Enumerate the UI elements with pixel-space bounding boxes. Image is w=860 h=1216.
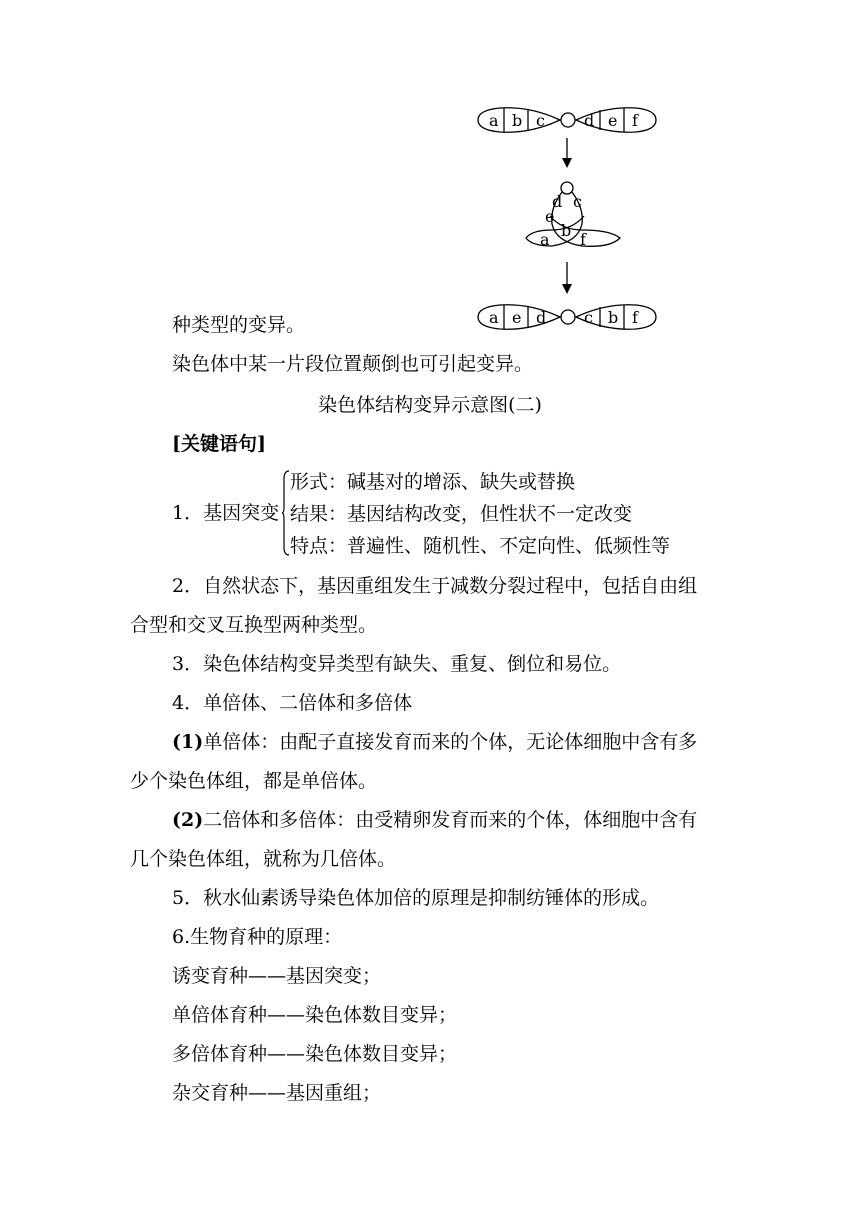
item-1-result: 结果：基因结构改变，但性状不一定改变 [290,503,633,525]
bottom-gene-b: b [608,308,619,327]
bottom-gene-a: a [489,308,499,327]
paragraph-line: 4．单倍体、二倍体和多倍体 [172,692,413,714]
top-gene-e: e [608,111,618,130]
paragraph-line: 诱变育种——基因突变； [172,965,382,987]
arrow-down-icon [562,262,572,294]
top-gene-a: a [489,111,499,130]
paragraph-line: 3．染色体结构变异类型有缺失、重复、倒位和易位。 [172,653,622,675]
subitem-text: 二倍体和多倍体：由受精卵发育而来的个体，体细胞中含有 [203,809,698,831]
section-heading: [关键语句] [172,433,266,455]
item-1-label: 1．基因突变 [172,502,280,524]
loop-gene-a: a [540,230,550,249]
bottom-gene-f: f [632,308,638,327]
paragraph-line: 6.生物育种的原理： [172,926,343,948]
loop-gene-c: c [573,192,582,211]
bottom-gene-d: d [536,308,547,327]
bottom-gene-e: e [512,308,522,327]
loop-gene-b: b [561,221,572,240]
paragraph-line: 种类型的变异。 [172,314,306,336]
paragraph-line: 杂交育种——基因重组； [172,1082,382,1104]
loop-gene-e: e [545,207,555,226]
figure-caption: 染色体结构变异示意图(二) [318,394,542,416]
paragraph-line: 单倍体育种——染色体数目变异； [172,1004,458,1026]
paragraph-line [172,808,697,832]
subitem-number: (1) [172,731,204,753]
paragraph-line: 多倍体育种——染色体数目变异； [172,1043,458,1065]
top-chromosome [478,108,656,133]
bottom-gene-c: c [584,308,593,327]
top-gene-c: c [536,111,545,130]
paragraph-line: 几个染色体组，就称为几倍体。 [130,848,397,870]
top-gene-b: b [512,111,523,130]
subitem-text: 单倍体：由配子直接发育而来的个体，无论体细胞中含有多 [203,731,698,753]
loop-gene-f: f [580,230,586,249]
top-gene-f: f [632,111,638,130]
paragraph-line: 合型和交叉互换型两种类型。 [130,614,378,636]
chromosome-inversion-diagram [470,96,670,336]
item-1-feature: 特点：普遍性、随机性、不定向性、低频性等 [290,535,671,557]
left-brace-icon [282,469,290,557]
bottom-chromosome [478,305,656,330]
item-1-form: 形式：碱基对的增添、缺失或替换 [290,471,576,493]
paragraph-line: 染色体中某一片段位置颠倒也可引起变异。 [172,353,534,375]
subitem-number: (2) [172,809,204,831]
paragraph-line [172,730,697,754]
loop-gene-d: d [552,192,563,211]
paragraph-line: 2．自然状态下，基因重组发生于减数分裂过程中，包括自由组 [172,575,698,597]
paragraph-line: 5．秋水仙素诱导染色体加倍的原理是抑制纺锤体的形成。 [172,887,660,909]
top-gene-d: d [584,111,595,130]
paragraph-line: 少个染色体组，都是单倍体。 [130,770,378,792]
arrow-down-icon [562,138,572,168]
